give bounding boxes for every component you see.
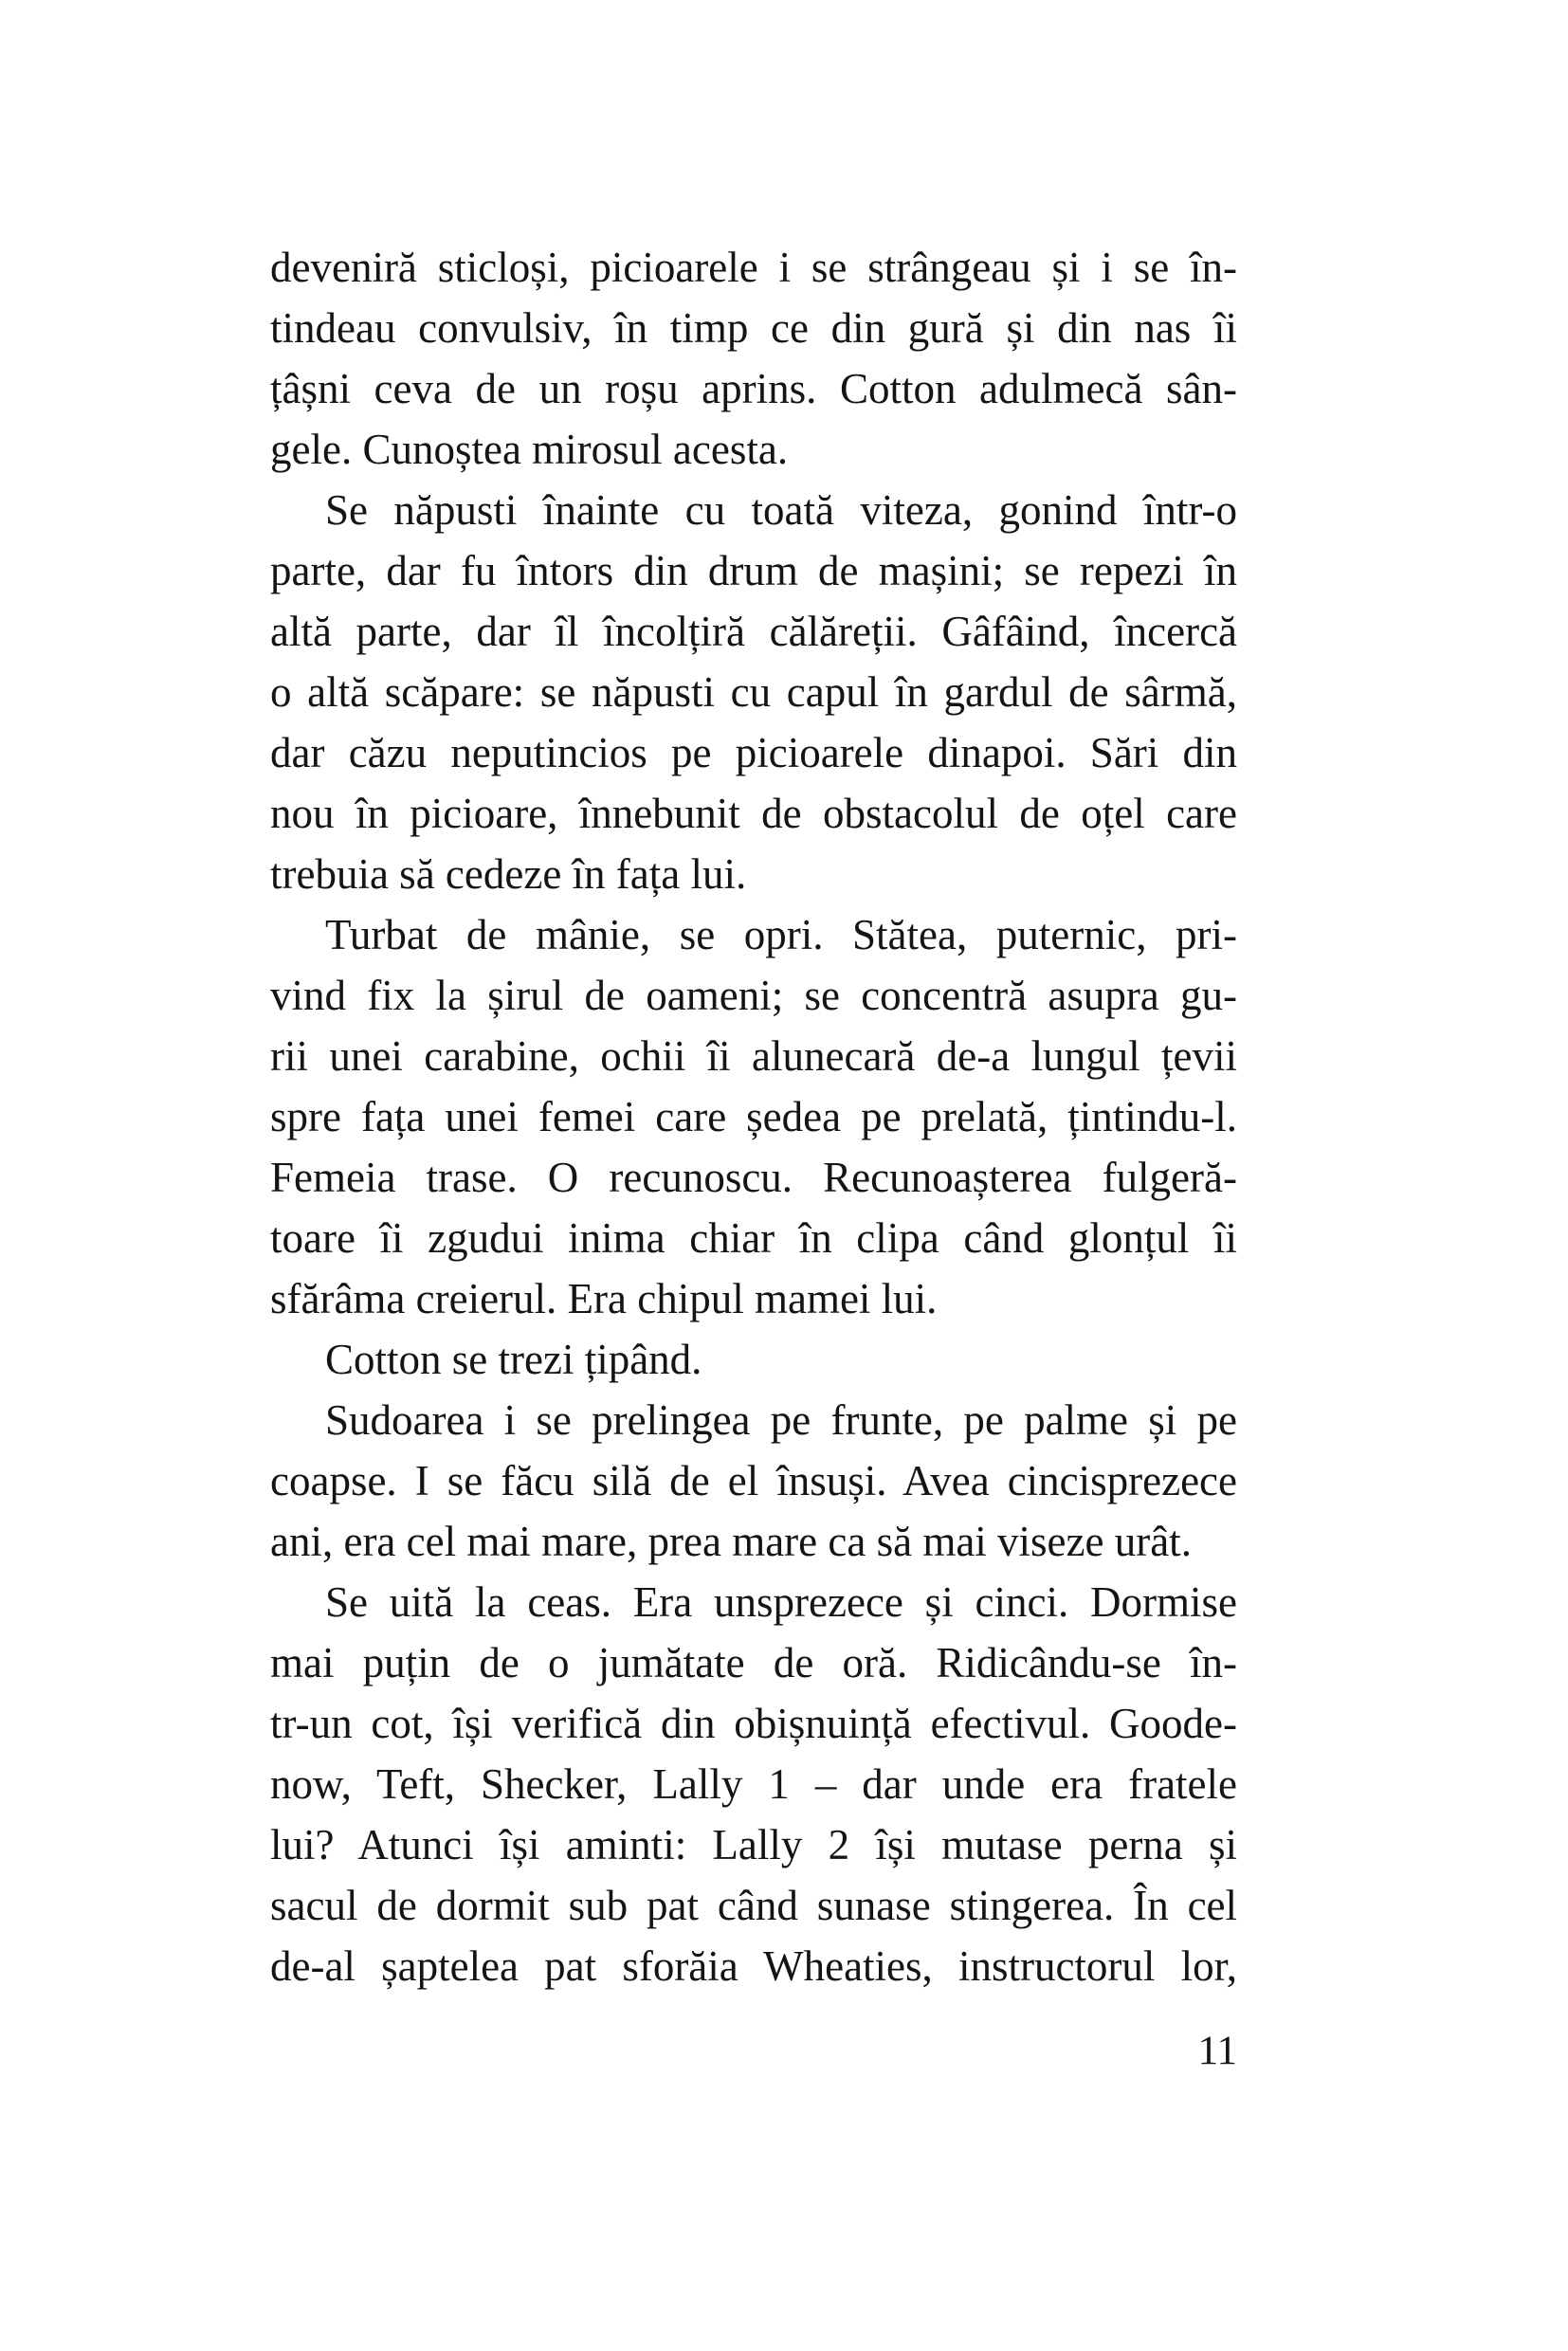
text-line: de-al șaptelea pat sforăia Wheaties, instructorul lor, <box>270 1942 1238 1990</box>
text-line: Turbat de mânie, se opri. Stătea, puternic, pri- <box>325 911 1237 958</box>
text-line: Femeia trase. O recunoscu. Recunoașterea fulgeră- <box>270 1154 1237 1201</box>
text-line: tr-un cot, își verifică din obișnuință efectivul. Goode- <box>270 1700 1237 1747</box>
text-line: sacul de dormit sub pat când sunase stingerea. În cel <box>270 1882 1238 1929</box>
text-line: parte, dar fu întors din drum de mașini; se repezi în <box>270 547 1237 594</box>
text-line: Cotton se trezi țipând. <box>325 1336 702 1383</box>
text-line: Se uită la ceas. Era unsprezece și cinci. Dormise <box>325 1578 1237 1626</box>
text-line: deveniră sticloși, picioarele i se strângeau și i se în- <box>270 244 1238 291</box>
text-line: gele. Cunoștea mirosul acesta. <box>270 426 789 473</box>
page-text <box>270 237 1237 1996</box>
text-line: dar căzu neputincios pe picioarele dinapoi. Sări din <box>270 729 1238 776</box>
text-line: mai puțin de o jumătate de oră. Ridicându-se în- <box>270 1639 1238 1686</box>
text-line: o altă scăpare: se năpusti cu capul în gardul de sârmă, <box>270 668 1237 716</box>
text-line: nou în picioare, înnebunit de obstacolul de oțel care <box>270 790 1237 837</box>
text-line: altă parte, dar îl încolțiră călăreții. Gâfâind, încercă <box>270 608 1238 655</box>
text-line: tindeau convulsiv, în timp ce din gură și din nas îi <box>270 304 1237 352</box>
text-line: toare îi zgudui inima chiar în clipa când glonțul îi <box>270 1214 1237 1262</box>
text-line: coapse. I se făcu silă de el însuși. Avea cincisprezece <box>270 1457 1238 1504</box>
text-line: ani, era cel mai mare, prea mare ca să mai viseze urât. <box>270 1518 1192 1565</box>
page-number: 11 <box>1197 2029 1237 2073</box>
text-line: Sudoarea i se prelingea pe frunte, pe palme și pe <box>325 1396 1237 1444</box>
text-line: trebuia să cedeze în fața lui. <box>270 850 747 898</box>
text-line: sfărâma creierul. Era chipul mamei lui. <box>270 1275 938 1322</box>
text-line: spre fața unei femei care ședea pe prelată, țintindu-l. <box>270 1093 1237 1140</box>
text-line: rii unei carabine, ochii îi alunecară de-a lungul țevii <box>270 1032 1237 1080</box>
text-line: lui? Atunci își aminti: Lally 2 își mutase perna și <box>270 1821 1238 1868</box>
text-line: now, Teft, Shecker, Lally 1 – dar unde era fratele <box>270 1760 1237 1808</box>
text-line: vind fix la șirul de oameni; se concentră asupra gu- <box>270 972 1238 1019</box>
text-line: țâșni ceva de un roșu aprins. Cotton adulmecă sân- <box>270 365 1237 412</box>
text-line: Se năpusti înainte cu toată viteza, gonind într-o <box>325 486 1237 534</box>
